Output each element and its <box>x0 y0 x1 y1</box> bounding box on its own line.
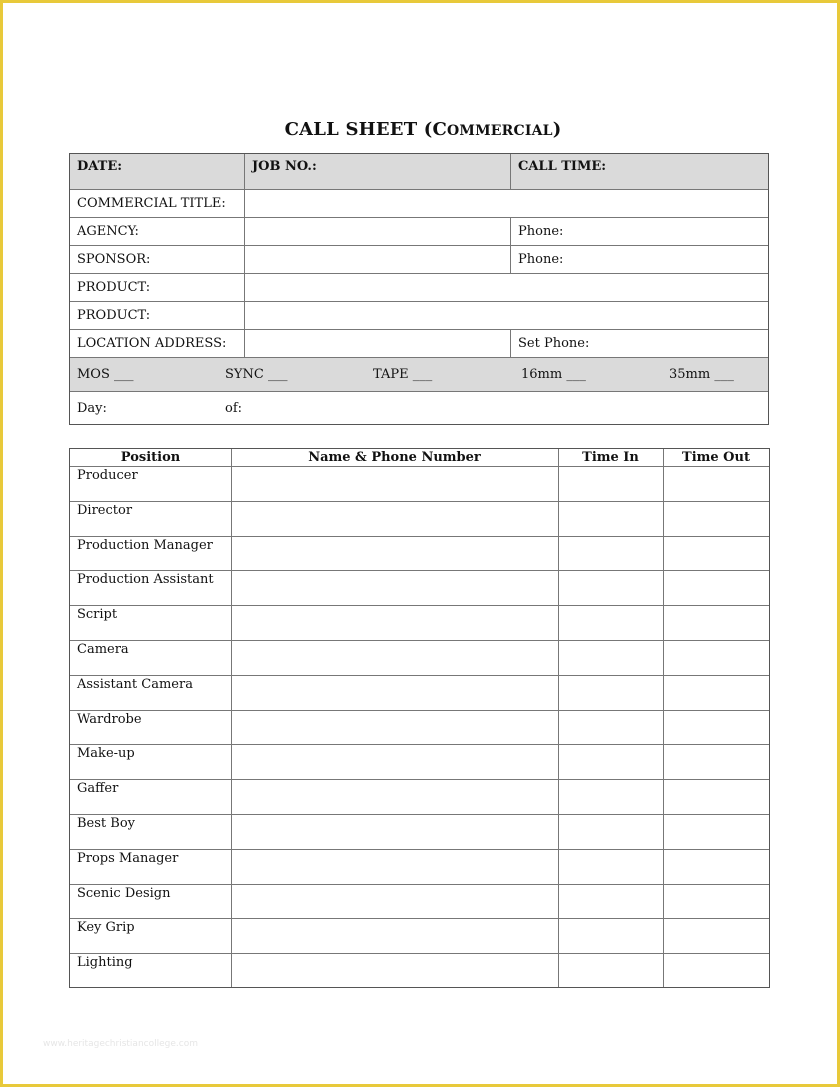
name-phone-cell[interactable] <box>232 919 558 953</box>
format-sync[interactable]: SYNC ___ <box>225 367 288 382</box>
sponsor-label: SPONSOR: <box>77 252 151 267</box>
format-row <box>70 358 768 392</box>
position-label: Producer <box>77 468 138 483</box>
sponsor-field[interactable] <box>244 246 510 273</box>
position-label: Camera <box>77 642 129 657</box>
table-row <box>70 571 769 606</box>
time-out-cell[interactable] <box>664 815 769 849</box>
name-phone-cell[interactable] <box>232 745 558 779</box>
time-out-cell[interactable] <box>664 467 769 501</box>
position-label: Props Manager <box>77 850 179 866</box>
watermark-text: www.heritagechristiancollege.com <box>43 1039 198 1049</box>
name-phone-cell[interactable] <box>232 502 558 536</box>
time-out-cell[interactable] <box>664 606 769 640</box>
page-title: CALL SHEET (COMMERCIAL) <box>284 119 562 140</box>
position-label: Gaffer <box>77 781 119 797</box>
header-name-phone: Name & Phone Number <box>308 450 481 465</box>
job-number-field[interactable]: JOB NO.: <box>244 154 510 189</box>
header-form <box>69 153 769 425</box>
name-phone-cell[interactable] <box>232 850 558 884</box>
format-tape[interactable]: TAPE ___ <box>373 367 433 382</box>
time-out-cell[interactable] <box>664 641 769 675</box>
crew-table-header <box>70 449 769 467</box>
commercial-title-field[interactable] <box>244 190 768 217</box>
position-label: Lighting <box>77 955 133 971</box>
table-row <box>70 780 769 815</box>
crew-table <box>69 448 770 988</box>
commercial-title-label: COMMERCIAL TITLE: <box>77 196 226 211</box>
sponsor-row <box>70 246 768 274</box>
of-field[interactable]: of: <box>225 400 243 416</box>
position-label: Script <box>77 607 118 623</box>
name-phone-cell[interactable] <box>232 537 558 571</box>
time-out-cell[interactable] <box>664 745 769 779</box>
agency-phone-field[interactable]: Phone: <box>510 218 768 245</box>
format-16mm[interactable]: 16mm ___ <box>521 367 586 382</box>
time-in-cell[interactable] <box>559 676 663 710</box>
position-label: Make-up <box>77 746 135 762</box>
name-phone-cell[interactable] <box>232 676 558 710</box>
time-in-cell[interactable] <box>559 780 663 814</box>
table-row <box>70 885 769 920</box>
time-out-cell[interactable] <box>664 537 769 571</box>
date-job-calltime-row <box>70 154 768 190</box>
time-in-cell[interactable] <box>559 850 663 884</box>
product-label-1: PRODUCT: <box>77 280 151 295</box>
table-row <box>70 919 769 954</box>
position-label: Assistant Camera <box>77 676 193 692</box>
time-out-cell[interactable] <box>664 954 769 989</box>
name-phone-cell[interactable] <box>232 467 558 501</box>
time-out-cell[interactable] <box>664 571 769 605</box>
time-in-cell[interactable] <box>559 885 663 919</box>
table-row <box>70 815 769 850</box>
table-row <box>70 954 769 989</box>
time-out-cell[interactable] <box>664 885 769 919</box>
name-phone-cell[interactable] <box>232 711 558 745</box>
location-row <box>70 330 768 358</box>
date-field[interactable]: DATE: <box>77 159 123 174</box>
day-field[interactable]: Day: <box>77 400 107 416</box>
product-label-2: PRODUCT: <box>77 308 151 323</box>
table-row <box>70 711 769 746</box>
header-time-in: Time In <box>582 450 639 465</box>
position-label: Wardrobe <box>77 711 142 727</box>
time-in-cell[interactable] <box>559 745 663 779</box>
table-row <box>70 537 769 572</box>
name-phone-cell[interactable] <box>232 815 558 849</box>
commercial-title-row <box>70 190 768 218</box>
day-row <box>70 392 768 424</box>
table-row <box>70 676 769 711</box>
time-in-cell[interactable] <box>559 502 663 536</box>
agency-field[interactable] <box>244 218 510 245</box>
name-phone-cell[interactable] <box>232 571 558 605</box>
time-in-cell[interactable] <box>559 537 663 571</box>
time-in-cell[interactable] <box>559 711 663 745</box>
table-row <box>70 745 769 780</box>
product-row-1 <box>70 274 768 302</box>
name-phone-cell[interactable] <box>232 885 558 919</box>
header-time-out: Time Out <box>682 450 750 465</box>
product-field-1[interactable] <box>244 274 768 301</box>
product-field-2[interactable] <box>244 302 768 329</box>
position-label: Director <box>77 502 133 518</box>
time-in-cell[interactable] <box>559 467 663 501</box>
name-phone-cell[interactable] <box>232 606 558 640</box>
time-out-cell[interactable] <box>664 676 769 710</box>
position-label: Production Assistant <box>77 572 214 588</box>
time-in-cell[interactable] <box>559 571 663 605</box>
time-out-cell[interactable] <box>664 502 769 536</box>
agency-label: AGENCY: <box>77 224 139 239</box>
table-row <box>70 850 769 885</box>
time-in-cell[interactable] <box>559 919 663 953</box>
format-35mm[interactable]: 35mm ___ <box>669 367 734 382</box>
position-label: Best Boy <box>77 816 135 831</box>
time-in-cell[interactable] <box>559 606 663 640</box>
position-label: Scenic Design <box>77 885 171 901</box>
format-mos[interactable]: MOS ___ <box>77 367 134 382</box>
name-phone-cell[interactable] <box>232 641 558 675</box>
table-row <box>70 606 769 641</box>
table-row <box>70 641 769 676</box>
location-field[interactable] <box>244 330 510 357</box>
location-label: LOCATION ADDRESS: <box>77 336 227 351</box>
name-phone-cell[interactable] <box>232 954 558 989</box>
time-in-cell[interactable] <box>559 954 663 989</box>
header-position: Position <box>120 450 181 465</box>
time-in-cell[interactable] <box>559 815 663 849</box>
set-phone-field[interactable]: Set Phone: <box>510 330 768 357</box>
table-row <box>70 467 769 502</box>
name-phone-cell[interactable] <box>232 780 558 814</box>
product-row-2 <box>70 302 768 330</box>
time-out-cell[interactable] <box>664 919 769 953</box>
table-row <box>70 502 769 537</box>
time-out-cell[interactable] <box>664 711 769 745</box>
position-label: Key Grip <box>77 920 135 936</box>
position-label: Production Manager <box>77 537 213 553</box>
time-out-cell[interactable] <box>664 850 769 884</box>
time-in-cell[interactable] <box>559 641 663 675</box>
sponsor-phone-field[interactable]: Phone: <box>510 246 768 273</box>
call-time-field[interactable]: CALL TIME: <box>510 154 768 189</box>
agency-row <box>70 218 768 246</box>
time-out-cell[interactable] <box>664 780 769 814</box>
